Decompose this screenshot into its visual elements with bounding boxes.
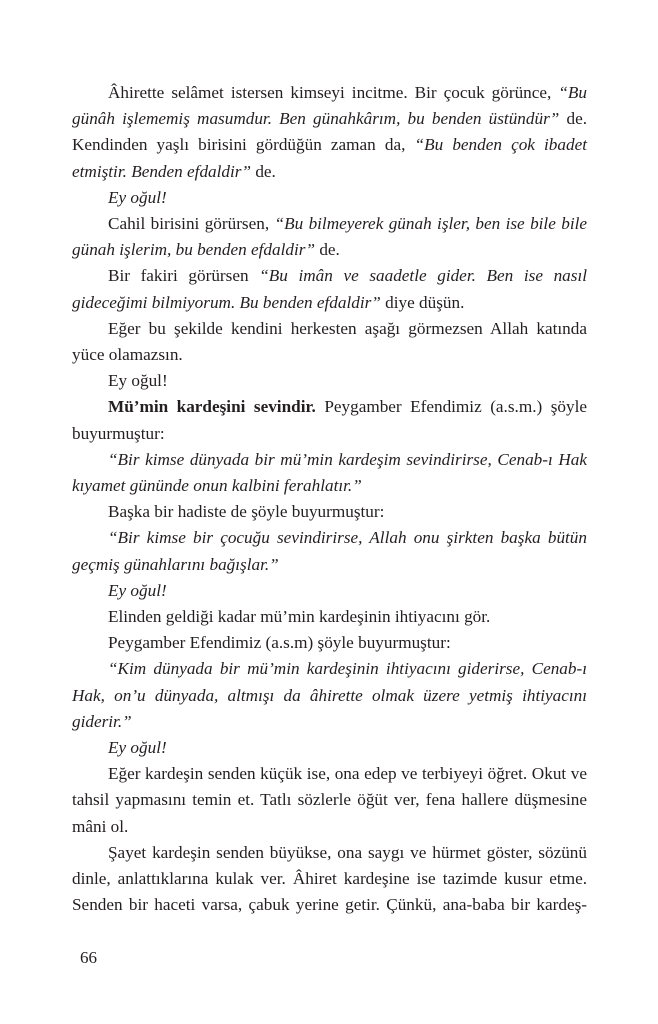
quote-text: Ey oğul! — [108, 738, 167, 758]
quote-text: “Bir kimse bir çocuğu sevindirirse, Allah onu şirkten başka bütün geçmiş günahlarını bağışlar.” — [72, 528, 587, 574]
paragraph — [72, 394, 587, 446]
body-text: diye düşün. — [380, 292, 465, 312]
body-text: Şayet kardeşin senden büyükse, ona saygı ve hürmet göster, sözünü dinle, anlattıklarına kulak ver. Âhiret kardeşine ise tazimde kusur etme. Senden bir haceti varsa, çabuk yerine getir. Çünkü, ana-baba bir kardeş- — [72, 842, 587, 915]
paragraph — [72, 316, 587, 368]
body-text: Eğer kardeşin senden küçük ise, ona edep ve terbiyeyi öğret. Okut ve tahsil yapmasını temin et. Tatlı sözlerle öğüt ver, fena hallere düşmesine mâni ol. — [72, 764, 587, 836]
page-number: 66 — [80, 948, 97, 967]
paragraph — [72, 525, 587, 577]
quote-text: “Bu bilmeyerek günah işler, ben ise bile bile günah işlerim, bu benden efdaldir” — [72, 214, 587, 260]
quote-text: Ey oğul! — [108, 580, 167, 600]
quote-text: “Bir kimse dünyada bir mü’min kardeşim sevindirirse, Cenab-ı Hak kıyamet gününde onun kalbini ferahlatır.” — [72, 449, 587, 496]
body-text: Âhirette selâmet istersen kimseyi incitme. Bir çocuk görünce, — [108, 83, 559, 102]
paragraph — [72, 604, 587, 630]
body-text: Ey oğul! — [108, 371, 168, 391]
paragraph — [72, 630, 587, 656]
paragraph — [72, 499, 587, 525]
emphasis-text: Mü’min kardeşini sevindir. — [108, 397, 316, 417]
quote-text: “Bu benden çok ibadet etmiştir. Benden efdaldir” — [72, 135, 587, 181]
body-text: Peygamber Efendimiz (a.s.m) şöyle buyurmuştur: — [108, 633, 451, 653]
body-text: de. — [251, 161, 276, 181]
page-body — [72, 80, 587, 919]
paragraph — [72, 185, 587, 211]
body-text: Peygamber Efendimiz (a.s.m.) şöyle buyurmuştur: — [72, 397, 587, 443]
body-text: Başka bir hadiste de şöyle buyurmuştur: — [108, 502, 385, 522]
paragraph — [72, 578, 587, 604]
body-text: de. Kendinden yaşlı birisini gördüğün zaman da, — [72, 109, 587, 155]
quote-text: “Kim dünyada bir mü’min kardeşinin ihtiyacını giderirse, Cenab-ı Hak, on’u dünyada, altmışı da âhirette olmak üzere yetmiş ihtiyacını giderir.” — [72, 659, 587, 731]
paragraph — [72, 656, 587, 735]
quote-text: “Bu imân ve saadetle gider. Ben ise nasıl gideceğimi bilmiyorum. Bu benden efdaldir” — [72, 266, 587, 312]
body-text: de. — [315, 240, 340, 260]
body-text: Eğer bu şekilde kendini herkesten aşağı görmezsen Allah katında yüce olamazsın. — [72, 318, 587, 365]
paragraph — [72, 368, 587, 394]
body-text: Cahil birisini görürsen, — [108, 214, 275, 234]
body-text: Bir fakiri görürsen — [108, 266, 260, 286]
body-text: Elinden geldiği kadar mü’min kardeşinin ihtiyacını gör. — [108, 607, 491, 627]
paragraph — [72, 840, 587, 919]
paragraph — [72, 263, 587, 315]
paragraph — [72, 761, 587, 840]
paragraph — [72, 80, 587, 185]
quote-text: “Bu günâh işlememiş masumdur. Ben günahkârım, bu benden üstündür” — [72, 83, 587, 129]
paragraph — [72, 211, 587, 263]
paragraph — [72, 447, 587, 499]
paragraph — [72, 735, 587, 761]
quote-text: Ey oğul! — [108, 187, 167, 207]
